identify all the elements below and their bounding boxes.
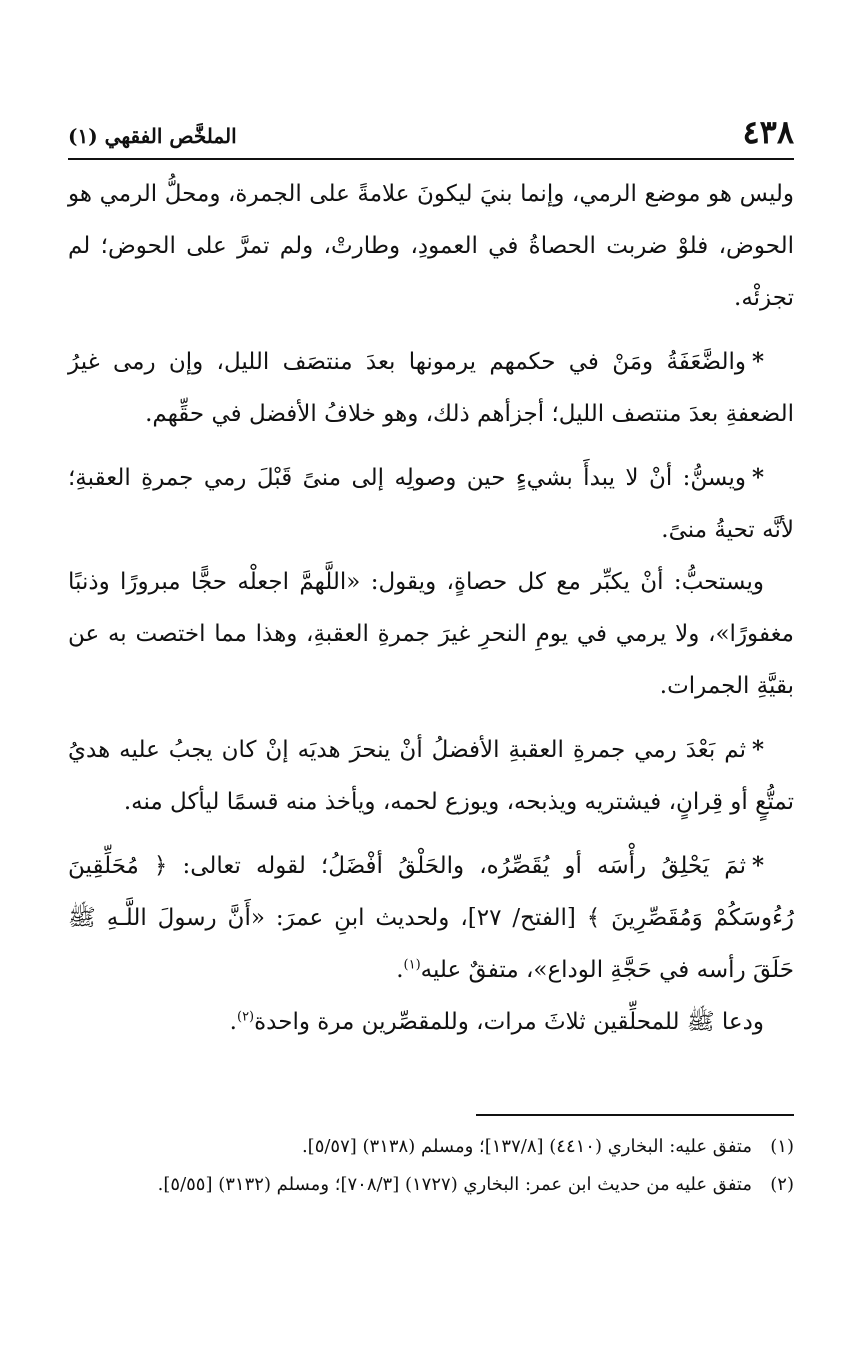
footnote-ref-2[interactable]: (٢) <box>236 1009 255 1025</box>
main-text <box>68 168 794 1048</box>
page-header <box>68 112 794 160</box>
paragraph-7 <box>68 996 794 1048</box>
page-number: ٤٣٨ <box>742 113 794 151</box>
footnote-ref-1[interactable]: (١) <box>403 957 421 973</box>
asterisk-marker: * <box>751 736 764 763</box>
footnote-2 <box>68 1166 794 1204</box>
paragraph-6 <box>68 840 794 996</box>
paragraph-5-text: ثم بَعْدَ رمي جمرةِ العقبةِ الأفضلُ أنْ ينحرَ هديَه إنْ كان يجبُ عليه هديُ تمتُّعٍ أو قِرانٍ، فيشتريه ويذبحه، ويوزع لحمه، ويأخذ منه قسمًا ليأكل منه. <box>68 737 794 815</box>
asterisk-marker: * <box>751 348 764 375</box>
paragraph-7-text: ودعا ﷺ للمحلِّقين ثلاثَ مرات، وللمقصِّرين مرة واحدة <box>254 1009 764 1035</box>
paragraph-4-text: ويستحبُّ: أنْ يكبِّر مع كل حصاةٍ، ويقول: «اللَّهمَّ اجعلْه حجًّا مبرورًا وذنبًا مغفورًا»، ولا يرمي في يومِ النحرِ غيرَ جمرةِ العقبةِ، وهذا مما اختصت به عن بقيَّةِ الجمرات. <box>68 569 794 699</box>
paragraph-4 <box>68 556 794 712</box>
paragraph-7-end: . <box>229 1009 237 1035</box>
paragraph-6-text: ثمَ يَحْلِقُ رأْسَه أو يُقَصِّرُه، والحَلْقُ أفْضَلُ؛ لقوله تعالى: ﴿ مُحَلِّقِينَ رُءُوسَكُمْ وَمُقَصِّرِينَ ﴾ [الفتح/ ٢٧]، ولحديث ابنِ عمرَ: «أَنَّ رسولَ اللَّـهِ ﷺ حَلَقَ رأسه في حَجَّةِ الوداع»، متفقٌ عليه <box>68 853 794 983</box>
paragraph-2-text: والضَّعَفَةُ ومَنْ في حكمهم يرمونها بعدَ منتصَف الليل، وإن رمى غيرُ الضعفةِ بعدَ منتصف الليل؛ أجزأهم ذلك، وهو خلافُ الأفضل في حقِّهم. <box>68 349 794 427</box>
footnote-1 <box>68 1128 794 1166</box>
paragraph-5 <box>68 724 794 828</box>
footnote-divider <box>476 1114 794 1116</box>
paragraph-1 <box>68 168 794 324</box>
asterisk-marker: * <box>751 464 764 491</box>
paragraph-3 <box>68 452 794 556</box>
running-title: الملخَّص الفقهي (١) <box>68 124 237 148</box>
paragraph-6-end: . <box>396 957 404 983</box>
paragraph-1-text: وليس هو موضع الرمي، وإنما بنيَ ليكونَ علامةً على الجمرة، ومحلُّ الرمي هو الحوض، فلوْ ضربت الحصاةُ في العمودِ، وطارتْ، ولم تمرَّ على الحوض؛ لم تجزئْه. <box>68 181 794 311</box>
footnotes <box>68 1128 794 1204</box>
footnote-number: (٢) <box>770 1174 794 1195</box>
book-page <box>68 112 794 1204</box>
paragraph-2 <box>68 336 794 440</box>
footnote-text: متفق عليه: البخاري (٤٤١٠) [١٣٧/٨]؛ ومسلم (٣١٣٨) [٥/٥٧]. <box>301 1136 752 1157</box>
footnote-number: (١) <box>770 1136 794 1157</box>
asterisk-marker: * <box>751 852 764 879</box>
footnote-text: متفق عليه من حديث ابن عمر: البخاري (١٧٢٧) [٧٠٨/٣]؛ ومسلم (٣١٣٢) [٥/٥٥]. <box>157 1174 752 1195</box>
paragraph-3-text: ويسنُّ: أنْ لا يبدأَ بشيءٍ حين وصولِه إلى منىً قَبْلَ رمي جمرةِ العقبةِ؛ لأنَّه تحيةُ منىً. <box>68 465 794 543</box>
